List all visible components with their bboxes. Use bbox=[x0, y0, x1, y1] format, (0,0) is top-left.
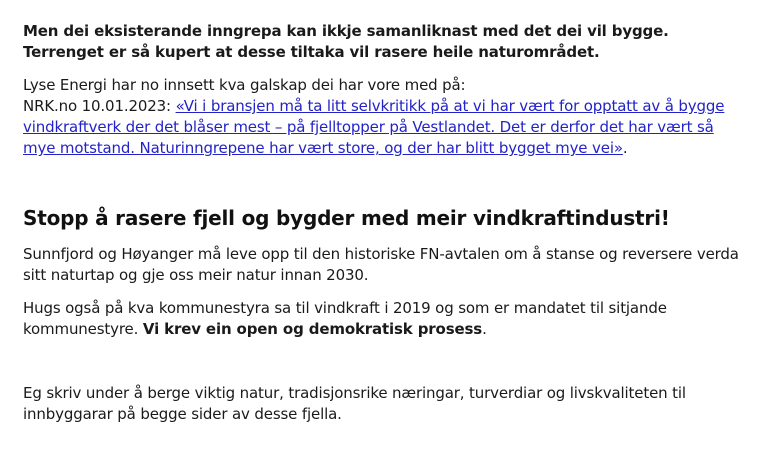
nrk-quote-link[interactable]: «Vi i bransjen må ta litt selvkritikk på at vi har vært for opptatt av å bygge vindkraftverk der det blåser mest – på fjelltopper på Vestlandet. Det er derfor det har vært så mye motstand. Naturinngrepene har vært store, og der har blitt bygget mye vei» bbox=[23, 97, 725, 157]
quote-paragraph bbox=[23, 75, 740, 159]
section-heading: Stopp å rasere fjell og bygder med meir vindkraftindustri! bbox=[23, 206, 670, 230]
fn-agreement-paragraph: Sunnfjord og Høyanger må leve opp til den historiske FN-avtalen om å stanse og reversere verda sitt naturtap og gje oss meir natur innan 2030. bbox=[23, 245, 739, 284]
quote-trailing: . bbox=[622, 139, 628, 157]
quote-source: NRK.no 10.01.2023: bbox=[23, 97, 176, 115]
mandate-end: . bbox=[482, 320, 487, 338]
quote-block bbox=[23, 75, 740, 159]
quote-lead: Lyse Energi har no innsett kva galskap dei har vore med på: bbox=[23, 76, 466, 94]
mandate-text: Hugs også på kva kommunestyra sa til vindkraft i 2019 og som er mandatet til sitjande kommunestyre. bbox=[23, 299, 667, 338]
intro-paragraph: Men dei eksisterande inngrepa kan ikkje samanliknast med det dei vil bygge. Terrenget er så kupert at desse tiltaka vil rasere heile naturområdet. bbox=[23, 22, 669, 61]
demand-bold-text: Vi krev ein open og demokratisk prosess bbox=[142, 320, 483, 338]
mandate-paragraph bbox=[23, 298, 740, 340]
signup-statement: Eg skriv under å berge viktig natur, tradisjonsrike næringar, turverdiar og livskvaliteten til innbyggarar på begge sider av desse fjella. bbox=[23, 384, 686, 423]
